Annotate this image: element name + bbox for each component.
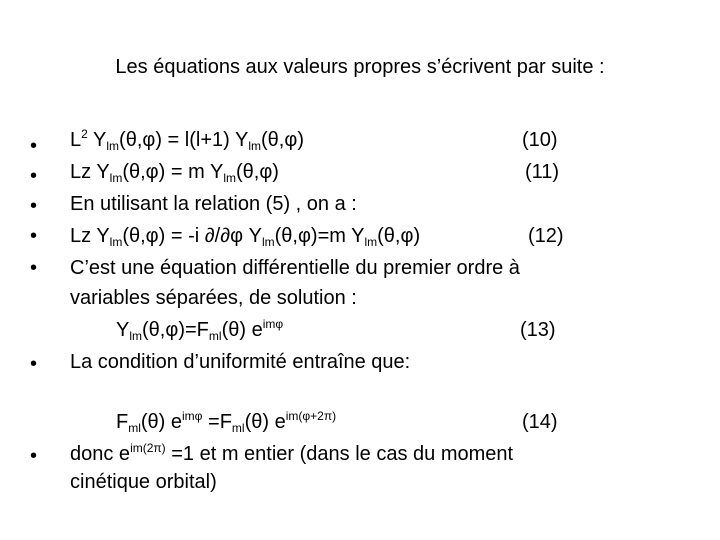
eq-superscript: im(φ+2π) xyxy=(285,409,337,423)
eq-text: =F xyxy=(202,411,232,433)
eq-subscript: ml xyxy=(231,421,245,435)
eq-superscript: imφ xyxy=(182,409,203,423)
eq-text: (θ,φ) = -i ∂/∂φ Y xyxy=(122,225,262,247)
eq-text: (θ,φ) xyxy=(261,129,304,151)
eq-text: (θ) e xyxy=(221,319,263,341)
eq-text: (θ,φ) = m Y xyxy=(122,161,224,183)
eq-text: F xyxy=(116,411,129,433)
eq-text: (θ) e xyxy=(140,411,183,433)
bullet-marker: • xyxy=(30,135,38,157)
eq-text: (θ,φ) = l(l+1) Y xyxy=(119,129,249,151)
equation-11 xyxy=(70,160,279,184)
equation-number-10: (10) xyxy=(522,129,558,151)
bullet-marker: • xyxy=(30,165,38,187)
text-line: En utilisant la relation (5) , on a : xyxy=(70,193,357,215)
text-line: cinétique orbital) xyxy=(70,471,217,493)
text-line: C’est une équation différentielle du premier ordre à xyxy=(70,257,520,279)
eq-text: donc e xyxy=(70,443,131,465)
eq-superscript: 2 xyxy=(81,127,88,141)
eq-subscript: lm xyxy=(248,139,262,153)
text-line xyxy=(70,442,513,466)
eq-text: Y xyxy=(116,319,130,341)
eq-subscript: lm xyxy=(129,329,143,343)
eq-text: (θ,φ)=m Y xyxy=(274,225,365,247)
equation-14 xyxy=(116,410,336,434)
eq-subscript: ml xyxy=(208,329,222,343)
text-line: La condition d’uniformité entraîne que: xyxy=(70,351,411,373)
eq-text: L xyxy=(70,129,82,151)
eq-subscript: lm xyxy=(106,139,120,153)
bullet-marker: • xyxy=(30,353,38,375)
page-title: Les équations aux valeurs propres s’écrivent par suite : xyxy=(115,56,605,78)
equation-number-14: (14) xyxy=(522,411,558,433)
eq-subscript: lm xyxy=(223,171,236,185)
bullet-marker: • xyxy=(30,195,38,217)
eq-subscript: ml xyxy=(128,421,141,435)
equation-12 xyxy=(70,224,420,248)
eq-text: (θ,φ) xyxy=(235,161,279,183)
eq-text: (θ,φ) xyxy=(377,225,421,247)
text-line: variables séparées, de solution : xyxy=(70,287,357,309)
bullet-marker: • xyxy=(30,225,38,247)
bullet-marker: • xyxy=(30,445,38,467)
eq-subscript: lm xyxy=(261,235,275,249)
bullet-marker: • xyxy=(30,257,38,279)
equation-number-11: (11) xyxy=(525,161,560,183)
equation-13 xyxy=(116,318,283,342)
eq-text: (θ) e xyxy=(244,411,286,433)
eq-text: Y xyxy=(87,129,107,151)
equation-10 xyxy=(70,128,304,152)
equation-number-13: (13) xyxy=(520,319,556,341)
eq-text: (θ,φ)=F xyxy=(142,319,209,341)
eq-superscript: imφ xyxy=(262,317,284,331)
eq-subscript: lm xyxy=(364,235,378,249)
eq-superscript: im(2π) xyxy=(130,441,166,455)
equation-number-12: (12) xyxy=(528,225,564,247)
eq-text: Lz Y xyxy=(70,225,110,247)
eq-subscript: lm xyxy=(109,235,123,249)
eq-text: =1 et m entier (dans le cas du moment xyxy=(165,443,514,465)
eq-text: Lz Y xyxy=(70,161,110,183)
eq-subscript: lm xyxy=(109,171,123,185)
